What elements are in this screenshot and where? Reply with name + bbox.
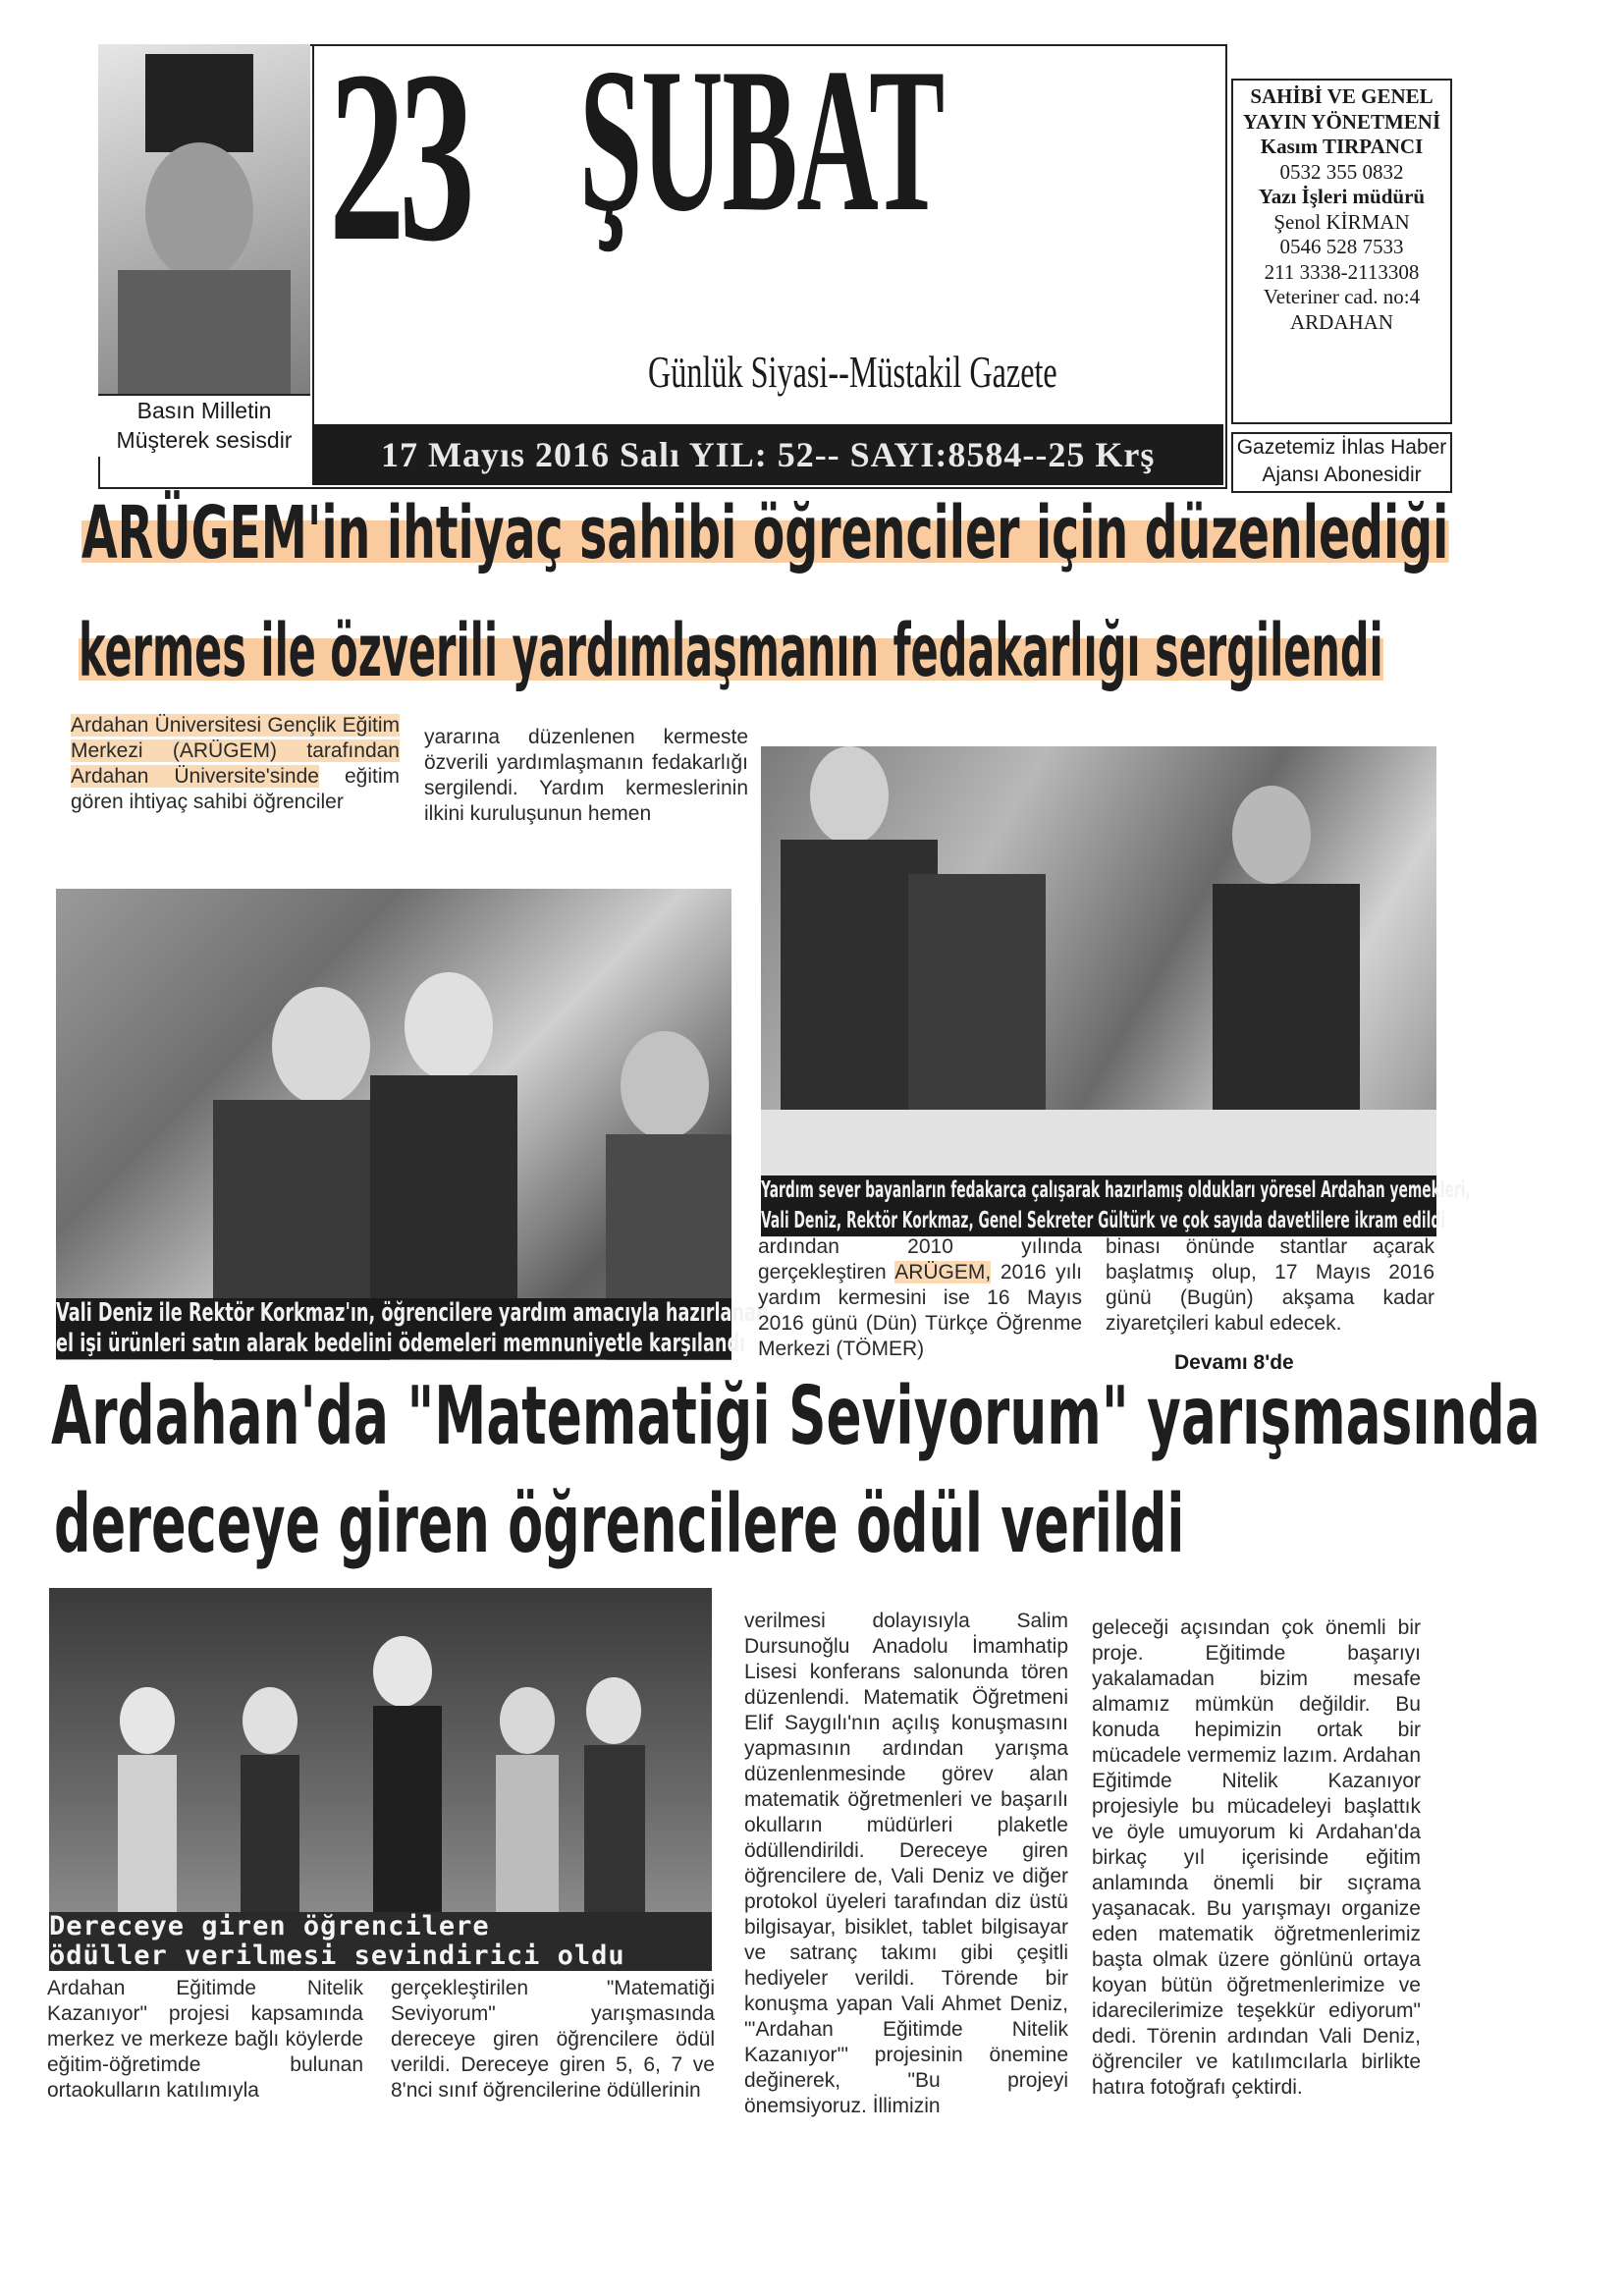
founder-portrait-box [98,44,314,457]
article2-headline-line-2: dereceye giren öğrencilere ödül verildi [54,1478,1185,1571]
dateline: 17 Mayıs 2016 Salı YIL: 52-- SAYI:8584--25 Krş [312,424,1223,485]
article2-col3: verilmesi dolayısıyla Salim Dursunoğlu Anadolu İmamhatip Lisesi konferans salonunda tören düzenlendi. Matematik Öğretmeni Elif Saygılı'nın açılış konuşmasını yapmasının ardından yarışma düzenlenmesinde görev alan matematik öğretmenleri ve başarılı okulların müdürleri plaketle ödüllendirildi. Dereceye giren öğrencilere de, Vali Deniz ve diğer protokol üyeleri tarafından diz üstü bilgisayar, bisiklet, tablet bilgisayar ve satranç takımı gibi çeşitli hediyeler verildi. Törende bir konuşma yapan Vali Ahmet Deniz, "'Ardahan Eğitimde Nitelik Kazanıyor'" projesinin önemine değinerek, "Bu projeyi önemsiyoruz. İllimizin [744,1610,1068,2117]
publisher-line-3: Kasım TIRPANCI [1260,135,1424,158]
article1-col3-highlight: ARÜGEM, [894,1261,992,1284]
publisher-line-4: 0532 355 0832 [1279,159,1404,184]
article1-photo-2 [761,746,1471,1237]
article1-col1-b: Ardahan Üniversite'sinde [71,765,319,788]
founder-portrait [98,44,310,394]
logo-word: ŞUBAT [579,27,945,254]
article1-col3-b: 2016 yılı yardım kermesini ise 16 Mayıs 2016 günü (Dün) Türkçe Öğrenme Merkezi (TÖMER) [758,1261,1082,1360]
agency-line-1: Gazetemiz İhlas Haber [1236,436,1447,459]
article1-col1-c: eğitim gören ihtiyaç sahibi öğrenciler [71,765,400,813]
photo2-caption-line-2: Vali Deniz, Rektör Korkmaz, Genel Sekreter Gültürk ve çok sayıda davetlilere ikram edildi [761,1208,1446,1233]
publisher-line-5: Yazı İşleri müdürü [1258,185,1426,208]
photo1-caption-line-1: Vali Deniz ile Rektör Korkmaz'ın, öğrencilere yardım amacıyla hazırlanan [56,1298,769,1328]
article1-col2: yararına düzenlenen kermeste özverili yardımlaşmanın fedakarlığı sergilendi. Yardım kermeslerinin ilkini kuruluşunun hemen [424,726,748,825]
publisher-line-6: Şenol KİRMAN [1273,209,1410,234]
motto-line-1: Basın Milletin [136,398,272,423]
photo2-scene [761,746,1471,1237]
article2-col4: geleceği açısından çok önemli bir proje. Eğitimde başarıyı yakalamadan bizim mesafe almamız mümkün değildir. Bu konuda hepimizin ortak bir mücadele vermemiz lazım. Ardahan Eğitimde Nitelik Kazanıyor projesiyle bu mücadeleyi başlattık ve öyle umuyorum ki Ardahan'da birkaç yıl içerisinde eğitim anlamında önemli bir sıçrama yaşanacak. Bu yarışmayı organize eden matematik öğretmenlerimiz başta olmak üzere gönlünü ortaya koyan bütün öğretmenlerimize ve idarecilerimize teşekkür ediyorum" dedi. Törenin ardından Vali Deniz, öğrenciler ve katılımcılarla birlikte hatıra fotoğrafı çektirdi. [1092,1616,1421,2099]
photo1-caption-line-2: el işi ürünleri satın alarak bedelini ödemeleri memnuniyetle karşılandı [56,1329,746,1358]
article1-headline-line-2: kermes ile özverili yardımlaşmanın fedakarlığı sergilendi [79,609,1383,693]
photo2-caption-line-1: Yardım sever bayanların fedakarca çalışarak hazırlamış oldukları yöresel Ardahan yemekleri, [761,1177,1471,1203]
article1-continued: Devamı 8'de [1174,1351,1294,1374]
agency-line-2: Ajansı Abonesidir [1262,464,1422,486]
article1-headline-line-1: ARÜGEM'in ihtiyaç sahibi öğrenciler için düzenlediği [81,491,1449,575]
motto-box [98,394,310,457]
article2-col2: gerçekleştirilen "Matematiği Seviyorum" yarışmasında dereceye giren öğrencilere ödül verildi. Dereceye giren 5, 6, 7 ve 8'nci sınıf öğrencilerine ödüllerinin [391,1977,715,2102]
publisher-line-9: Veteriner cad. no:4 [1263,285,1421,308]
article2-photo-caption [49,1912,712,1971]
logo-number: 23 [329,21,469,293]
photo3-caption-line-2: ödüller verilmesi sevindirici oldu [49,1941,625,1971]
article1-photo-2-caption [761,1175,1471,1236]
agency-box [1231,432,1452,493]
article1-col1 [71,713,400,815]
publisher-line-2: YAYIN YÖNETMENİ [1242,109,1441,134]
article1-photo-1-caption [56,1298,769,1359]
article1-photo-1 [56,889,769,1360]
article2-col1: Ardahan Eğitimde Nitelik Kazanıyor" projesi kapsamında merkez ve merkeze bağlı köylerde eğitim-öğretimde bulunan ortaokulların katılımıyla [47,1977,363,2102]
article1-col1-a: Ardahan Üniversitesi Gençlik Eğitim Merkezi (ARÜGEM) tarafından [71,714,400,762]
motto-line-2: Müşterek sesisdir [116,427,293,453]
photo1-scene [56,889,769,1360]
photo3-caption-line-1: Dereceye giren öğrencilere [49,1911,490,1941]
article2-headline-line-1: Ardahan'da "Matematiği Seviyorum" yarışmasında [51,1370,1541,1463]
publisher-line-7: 0546 528 7533 [1279,235,1404,258]
article1-col4: binası önünde stantlar açarak başlatmış olup, 17 Mayıs 2016 günü (Bugün) akşama kadar ziyaretçileri kabul edecek. [1106,1235,1434,1335]
portrait-illustration [98,44,310,394]
tagline: Günlük Siyasi--Müstakil Gazete [648,347,1057,397]
publisher-line-10: ARDAHAN [1290,309,1393,334]
article1-col3 [758,1234,1082,1362]
publisher-line-8: 211 3338-2113308 [1264,259,1420,284]
publisher-line-1: SAHİBİ VE GENEL [1250,84,1434,108]
publisher-box [1231,79,1452,424]
article1-col3-a: ardından 2010 yılında gerçekleştiren [758,1235,1082,1284]
